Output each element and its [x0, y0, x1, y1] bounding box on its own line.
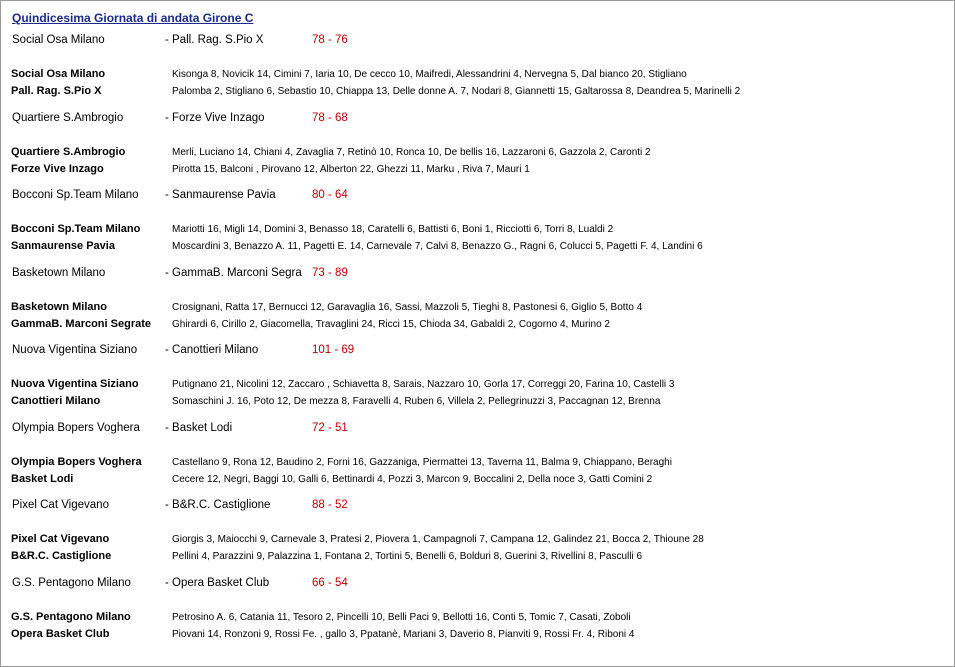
- player-scores: Somaschini J. 16, Poto 12, De mezza 8, Faravelli 4, Ruben 6, Villela 2, Pellegrinuzzi 3, Paccagnan 12, Brenna: [172, 396, 661, 407]
- player-scores: Mariotti 16, Migli 14, Domini 3, Benasso 18, Caratelli 6, Battisti 6, Boni 1, Ricciotti 6, Torri 8, Lualdi 2: [172, 224, 614, 235]
- match-result-row: [12, 112, 942, 129]
- team-name: G.S. Pentagono Milano: [11, 610, 131, 623]
- team-name: Basketown Milano: [11, 300, 107, 313]
- match-home-team: Bocconi Sp.Team Milano: [12, 189, 139, 201]
- player-scores: Piovani 14, Ronzoni 9, Rossi Fe. , gallo 3, Ppatanè, Mariani 3, Daverio 8, Pianviti 9, Rossi Fr. 4, Riboni 4: [172, 628, 635, 640]
- match-away-team: - B&R.C. Castiglione: [165, 499, 271, 511]
- player-scores: Cecere 12, Negri, Baggi 10, Galli 6, Bettinardi 4, Pozzi 3, Marcon 9, Boccalini 2, Della noce 3, Gatti Comini 2: [172, 473, 653, 485]
- player-scores: Kisonga 8, Novicik 14, Cimini 7, Iaria 10, De cecco 10, Maifredi, Alessandrini 4, Nervegna 5, Dal bianco 20, Stigliano: [172, 69, 687, 80]
- player-scores: Pirotta 15, Balconi , Pirovano 12, Alberton 22, Ghezzi 11, Marku , Riva 7, Mauri 1: [172, 163, 530, 175]
- player-scores: Pellini 4, Parazzini 9, Palazzina 1, Fontana 2, Tortini 5, Benelli 6, Bolduri 8, Guerini 3, Rivellini 8, Pasculli 6: [172, 551, 643, 562]
- player-scores: Merli, Luciano 14, Chiani 4, Zavaglia 7, Retinò 10, Ronca 10, De bellis 16, Lazzaroni 6, Gazzola 2, Caronti 2: [172, 146, 651, 158]
- match-result-row: [12, 422, 942, 439]
- team-name: Pall. Rag. S.Pio X: [11, 85, 102, 97]
- team-name: Canottieri Milano: [11, 395, 101, 407]
- match-result-row: [12, 499, 942, 516]
- match-home-team: Pixel Cat Vigevano: [12, 499, 109, 511]
- team-name: Pixel Cat Vigevano: [11, 533, 110, 545]
- player-scores: Crosignani, Ratta 17, Bernucci 12, Garavaglia 16, Sassi, Mazzoli 5, Tieghi 8, Pastonesi 6, Giglio 5, Botto 4: [172, 301, 643, 313]
- match-score: 88 - 52: [312, 499, 348, 511]
- team-name: Olympia Bopers Voghera: [11, 455, 142, 468]
- team-name: Opera Basket Club: [11, 627, 110, 640]
- team-name: Nuova Vigentina Siziano: [11, 378, 139, 390]
- match-result-row: [12, 267, 942, 284]
- player-scores: Ghirardi 6, Cirillo 2, Giacomella, Travaglini 24, Ricci 15, Chioda 34, Gabaldi 2, Cogorno 4, Murino 2: [172, 318, 610, 330]
- match-home-team: Quartiere S.Ambrogio: [12, 111, 124, 124]
- match-away-team: - Basket Lodi: [165, 421, 233, 434]
- player-scores: Giorgis 3, Maiocchi 9, Carnevale 3, Pratesi 2, Piovera 1, Campagnoli 7, Campana 12, Galindez 21, Bocca 2, Thioune 28: [172, 534, 704, 545]
- match-score: 72 - 51: [312, 421, 348, 434]
- match-result-row: [12, 189, 942, 206]
- match-away-team: - GammaB. Marconi Segra: [165, 266, 302, 279]
- match-score: 101 - 69: [312, 344, 355, 356]
- page-title[interactable]: Quindicesima Giornata di andata Girone C: [12, 11, 254, 25]
- player-scores: Putignano 21, Nicolini 12, Zaccaro , Schiavetta 8, Sarais, Nazzaro 10, Gorla 17, Correggi 20, Farina 10, Castelli 3: [172, 379, 675, 390]
- match-score: 73 - 89: [312, 266, 348, 279]
- player-scores: Castellano 9, Rona 12, Baudino 2, Forni 16, Gazzaniga, Piermattei 13, Taverna 11, Balma 9, Chiappano, Beraghi: [172, 456, 672, 468]
- match-result-row: [12, 577, 942, 594]
- match-home-team: Nuova Vigentina Siziano: [12, 344, 138, 356]
- team-name: Social Osa Milano: [11, 68, 106, 80]
- team-name: B&R.C. Castiglione: [11, 550, 112, 562]
- match-away-team: - Opera Basket Club: [165, 576, 270, 589]
- team-name: GammaB. Marconi Segrate: [11, 317, 151, 330]
- player-scores: Moscardini 3, Benazzo A. 11, Pagetti E. 14, Carnevale 7, Calvi 8, Benazzo G., Ragni 6, Colucci 5, Pagetti F. 4, Landini 6: [172, 241, 703, 252]
- player-scores: Palomba 2, Stigliano 6, Sebastio 10, Chiappa 13, Delle donne A. 7, Nodari 8, Giannetti 15, Galtarossa 8, Deandrea 5, Marinelli 2: [172, 86, 741, 97]
- match-result-row: [12, 344, 942, 361]
- team-name: Basket Lodi: [11, 472, 74, 485]
- team-name: Sanmaurense Pavia: [11, 240, 115, 252]
- match-away-team: - Forze Vive Inzago: [165, 111, 265, 124]
- team-name: Bocconi Sp.Team Milano: [11, 223, 141, 235]
- match-home-team: Olympia Bopers Voghera: [12, 421, 140, 434]
- match-home-team: Social Osa Milano: [12, 34, 105, 46]
- match-result-row: [12, 34, 942, 51]
- match-score: 78 - 76: [312, 34, 348, 46]
- match-away-team: - Sanmaurense Pavia: [165, 189, 276, 201]
- match-home-team: G.S. Pentagono Milano: [12, 576, 131, 589]
- match-away-team: - Pall. Rag. S.Pio X: [165, 34, 264, 46]
- match-home-team: Basketown Milano: [12, 266, 106, 279]
- player-scores: Petrosino A. 6, Catania 11, Tesoro 2, Pincelli 10, Belli Paci 9, Bellotti 16, Conti 5, Tomic 7, Casati, Zoboli: [172, 611, 631, 623]
- match-score: 80 - 64: [312, 189, 348, 201]
- match-score: 78 - 68: [312, 111, 348, 124]
- match-score: 66 - 54: [312, 576, 348, 589]
- team-name: Forze Vive Inzago: [11, 162, 104, 175]
- match-away-team: - Canottieri Milano: [165, 344, 259, 356]
- team-name: Quartiere S.Ambrogio: [11, 145, 126, 158]
